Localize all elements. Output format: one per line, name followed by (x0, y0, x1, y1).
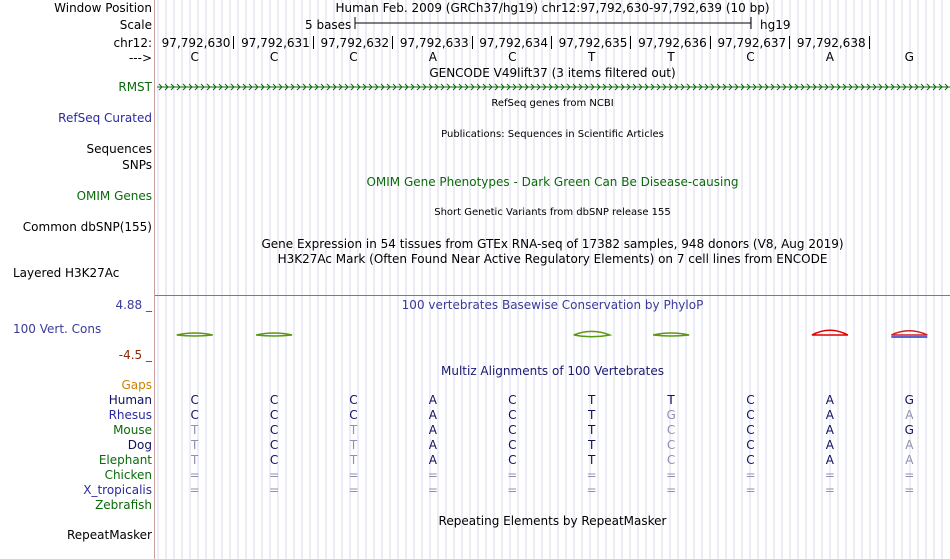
base-letter: C (508, 50, 517, 64)
scale-bases: 5 bases (305, 18, 352, 32)
publications-track-title[interactable]: Publications: Sequences in Scientific Articles (441, 129, 664, 140)
alignment-base: G (666, 408, 676, 422)
alignment-base: = (824, 468, 835, 482)
gencode-track-title[interactable]: GENCODE V49lift37 (3 items filtered out) (429, 66, 676, 80)
alignment-base: C (746, 453, 755, 467)
alignment-base: A (825, 453, 834, 467)
alignment-base: = (586, 483, 597, 497)
position-label: 97,792,638 (796, 36, 866, 50)
base-letter: C (190, 50, 199, 64)
base-letter: C (349, 50, 358, 64)
alignment-base: A (428, 438, 437, 452)
refseq-label[interactable]: RefSeq Curated (58, 111, 152, 125)
repeat-label[interactable]: RepeatMasker (66, 528, 152, 542)
alignment-base: T (349, 423, 358, 437)
alignment-base: C (508, 393, 517, 407)
alignment-base: A (825, 408, 834, 422)
species-label[interactable]: Dog (127, 438, 152, 452)
alignment-base: T (191, 438, 199, 452)
rmst-label[interactable]: RMST (118, 80, 152, 94)
alignment-base: C (746, 423, 755, 437)
alignment-base: T (349, 453, 358, 467)
alignment-base: C (746, 408, 755, 422)
alignment-base: = (507, 468, 518, 482)
alignment-base: = (427, 483, 438, 497)
alignment-base: C (666, 438, 676, 452)
alignment-base: G (904, 393, 914, 407)
alignment-base: = (824, 483, 835, 497)
window-position-label: Window Position (54, 1, 152, 15)
position-label: 97,792,631 (241, 36, 310, 50)
alignment-base: C (190, 393, 199, 407)
snps-label[interactable]: SNPs (122, 158, 152, 172)
multiz-track-title[interactable]: Multiz Alignments of 100 Vertebrates (440, 364, 665, 378)
alignment-base: = (666, 468, 677, 482)
species-label[interactable]: Rhesus (108, 408, 152, 422)
base-letter: G (904, 50, 914, 64)
position-label: 97,792,637 (717, 36, 787, 50)
alignment-base: C (349, 408, 358, 422)
position-label: 97,792,636 (638, 36, 707, 50)
alignment-base: A (905, 438, 914, 452)
scale-bar (300, 16, 760, 32)
base-letter: C (269, 50, 279, 64)
base-letter: T (667, 50, 675, 64)
phylop-track-title[interactable]: 100 vertebrates Basewise Conservation by PhyloP (401, 298, 704, 312)
alignment-base: = (586, 468, 597, 482)
alignment-base: = (427, 468, 438, 482)
alignment-base: C (269, 423, 279, 437)
alignment-base: = (189, 468, 200, 482)
sequences-label[interactable]: Sequences (86, 142, 152, 156)
rmst-gene-feature[interactable] (157, 81, 950, 93)
phylop-peak (891, 331, 927, 335)
alignment-base: C (269, 393, 279, 407)
alignment-base: = (745, 468, 756, 482)
alignment-base: A (825, 438, 834, 452)
species-label[interactable]: Chicken (104, 468, 152, 482)
alignment-base: = (348, 468, 359, 482)
omim-track-title[interactable]: OMIM Gene Phenotypes - Dark Green Can Be Disease-causing (366, 175, 739, 189)
species-label[interactable]: Zebrafish (95, 498, 152, 512)
alignment-base: A (428, 423, 437, 437)
alignment-base: C (190, 408, 199, 422)
phylop-max-value: 4.88 _ (115, 298, 152, 312)
alignment-base: C (508, 408, 517, 422)
alignment-base: = (189, 483, 200, 497)
chrom-label: chr12: (113, 36, 152, 50)
phylop-peak (256, 333, 292, 336)
phylop-peak (653, 333, 689, 336)
window-position-value[interactable]: Human Feb. 2009 (GRCh37/hg19) chr12:97,792,630-97,792,639 (10 bp) (335, 1, 770, 15)
dbsnp-label[interactable]: Common dbSNP(155) (22, 220, 152, 234)
omim-label[interactable]: OMIM Genes (76, 189, 152, 203)
scale-assembly: hg19 (760, 18, 791, 32)
alignment-base: T (588, 453, 596, 467)
alignment-base: C (746, 438, 755, 452)
dbsnp-track-title[interactable]: Short Genetic Variants from dbSNP release 155 (434, 207, 671, 218)
alignment-base: C (269, 453, 279, 467)
alignment-base: = (269, 483, 280, 497)
alignment-base: = (507, 483, 518, 497)
base-letter: A (428, 50, 437, 64)
species-label[interactable]: Human (108, 393, 152, 407)
scale-label: Scale (119, 18, 152, 32)
alignment-base: C (666, 423, 676, 437)
phylop-peak (177, 333, 213, 336)
alignment-base: = (904, 468, 915, 482)
species-label[interactable]: Mouse (113, 423, 152, 437)
h3k27ac-label[interactable]: Layered H3K27Ac (13, 266, 120, 280)
phylop-peak (812, 330, 848, 335)
alignment-base: = (348, 483, 359, 497)
alignment-base: A (905, 408, 914, 422)
alignment-base: T (588, 438, 596, 452)
alignment-base: A (905, 453, 914, 467)
base-letter: A (825, 50, 834, 64)
alignment-base: C (349, 393, 358, 407)
alignment-base: C (508, 453, 517, 467)
base-letter: T (588, 50, 596, 64)
alignment-base: T (191, 423, 199, 437)
position-tick (869, 36, 870, 49)
repeat-track-title[interactable]: Repeating Elements by RepeatMasker (438, 514, 667, 528)
alignment-base: T (191, 453, 199, 467)
position-label: 97,792,632 (320, 36, 390, 50)
position-label: 97,792,635 (558, 36, 628, 50)
alignment-base: T (349, 438, 358, 452)
strand-label: ---> (128, 51, 152, 65)
alignment-base: C (666, 453, 676, 467)
alignment-base: A (825, 423, 834, 437)
conservation-divider (155, 295, 950, 296)
alignment-base: T (588, 423, 596, 437)
phylop-peak (574, 331, 610, 336)
alignment-base: = (904, 483, 915, 497)
alignment-base: = (745, 483, 756, 497)
position-label: 97,792,633 (399, 36, 469, 50)
alignment-base: = (666, 483, 677, 497)
position-label: 97,792,634 (479, 36, 548, 50)
phylop-label[interactable]: 100 Vert. Cons (13, 322, 102, 336)
position-label: 97,792,630 (161, 36, 231, 50)
base-letter: C (746, 50, 755, 64)
h3k27ac-track-title[interactable]: H3K27Ac Mark (Often Found Near Active Regulatory Elements) on 7 cell lines from ENCODE (277, 252, 828, 266)
gtex-track-title[interactable]: Gene Expression in 54 tissues from GTEx RNA-seq of 17382 samples, 948 donors (V8, Aug 2019) (261, 237, 844, 251)
alignment-base: C (269, 438, 279, 452)
alignment-base: C (746, 393, 755, 407)
label-column-border (154, 0, 155, 559)
alignment-base: A (428, 408, 437, 422)
alignment-base: T (667, 393, 675, 407)
gaps-label[interactable]: Gaps (121, 378, 152, 392)
alignment-base: C (269, 408, 279, 422)
species-label[interactable]: X_tropicalis (83, 483, 152, 497)
alignment-base: = (269, 468, 280, 482)
alignment-base: A (428, 393, 437, 407)
alignment-base: A (428, 453, 437, 467)
alignment-base: T (588, 393, 596, 407)
alignment-base: C (508, 423, 517, 437)
refseq-track-title[interactable]: RefSeq genes from NCBI (491, 98, 614, 109)
phylop-min-value: -4.5 _ (118, 348, 152, 362)
alignment-base: A (825, 393, 834, 407)
alignment-base: C (508, 438, 517, 452)
phylop-signal[interactable] (155, 320, 950, 350)
alignment-base: G (904, 423, 914, 437)
species-label[interactable]: Elephant (98, 453, 152, 467)
alignment-base: T (588, 408, 596, 422)
